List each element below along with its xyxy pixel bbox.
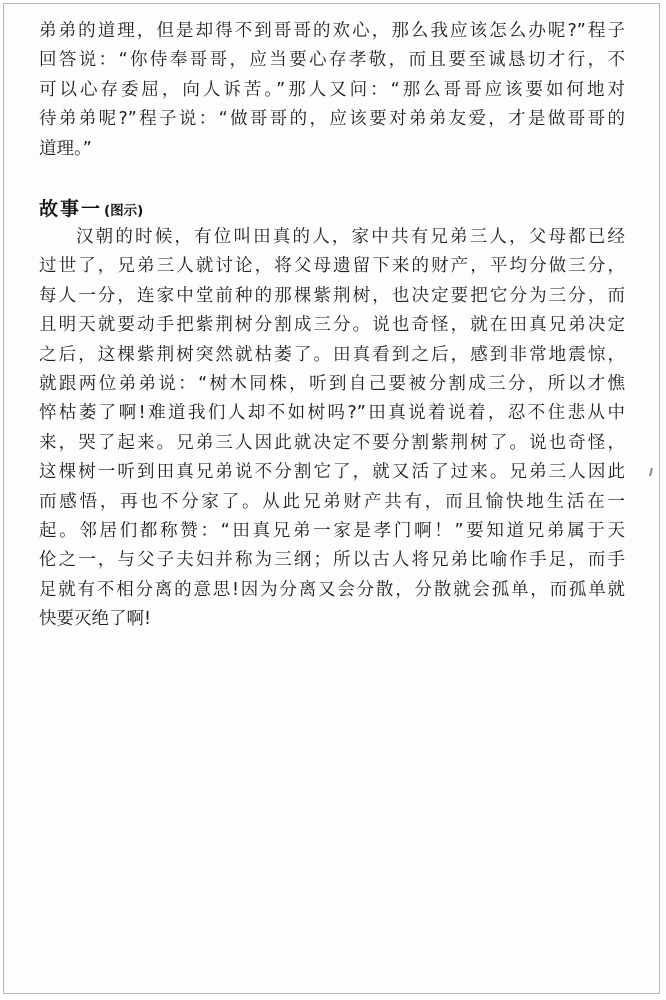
intro-paragraph xyxy=(39,17,625,164)
text-line: 之后，这棵紫荆树突然就枯萎了。田真看到之后，感到非常地震惊， xyxy=(39,344,625,365)
story-subtitle: (图示) xyxy=(104,203,144,219)
text-line: 每人一分，连家中堂前种的那棵紫荆树，也决定要把它分为三分，而 xyxy=(39,285,625,306)
text-line: 汉朝的时候，有位叫田真的人，家中共有兄弟三人，父母都已经 xyxy=(76,227,625,247)
story-paragraph xyxy=(39,223,625,634)
text-line: 来，哭了起来。兄弟三人因此就决定不要分割紫荆树了。说也奇怪， xyxy=(39,432,625,453)
text-line: 待弟弟呢?”程子说：“做哥哥的，应该要对弟弟友爱，才是做哥哥的 xyxy=(39,109,625,130)
text-line: 起。邻居们都称赞：“田真兄弟一家是孝门啊！”要知道兄弟属于天 xyxy=(39,520,625,541)
story-heading xyxy=(39,194,143,224)
text-line: 可以心存委屈，向人诉苦。”那人又问：“那么哥哥应该要如何地对 xyxy=(39,79,625,100)
text-line: 回答说：“你侍奉哥哥，应当要心存孝敬，而且要至诚恳切才行，不 xyxy=(39,50,625,71)
text-line: 快要灭绝了啊! xyxy=(39,609,152,630)
text-line: 足就有不相分离的意思!因为分离又会分散，分散就会孤单，而孤单就 xyxy=(39,579,625,600)
text-line: 这棵树一听到田真兄弟说不分割它了，就又活了过来。兄弟三人因此 xyxy=(39,462,625,483)
text-line: 就跟两位弟弟说：“树木同株，听到自己要被分割成三分，所以才憔 xyxy=(39,373,625,394)
text-line: 过世了，兄弟三人就讨论，将父母遗留下来的财产，平均分做三分， xyxy=(39,256,625,277)
text-line: 道理。” xyxy=(39,138,92,159)
text-line: 而感悟，再也不分家了。从此兄弟财产共有，而且愉快地生活在一 xyxy=(39,491,625,512)
story-title: 故事一 xyxy=(39,198,103,220)
text-line: 弟弟的道理，但是却得不到哥哥的欢心，那么我应该怎么办呢?”程子 xyxy=(39,21,625,41)
text-line: 悴枯萎了啊!难道我们人却不如树吗?”田真说着说着，忍不住悲从中 xyxy=(39,403,625,424)
text-line: 且明天就要动手把紫荆树分割成三分。说也奇怪，就在田真兄弟决定 xyxy=(39,315,625,336)
text-line: 伦之一，与父子夫妇并称为三纲；所以古人将兄弟比喻作手足，而手 xyxy=(39,550,625,571)
